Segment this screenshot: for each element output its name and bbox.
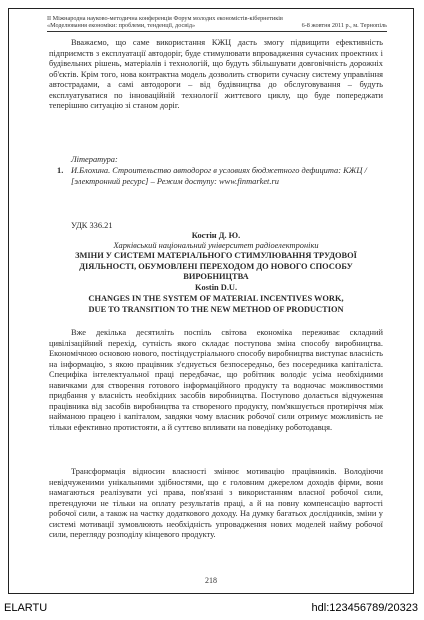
body-paragraph-1: Вже декілька десятиліть поспіль світова економіка переживає складний цивілізаційний перехід, сутність якого складає поступова зміна способу виробництва. Економічною основою нового, постіндустріального способу виробництва виступає власність на інформацію, з якою працівник з'єднується безпосередньо, без посередника капіталіста. Специфіка інтелектуальної праці передбачає, що робітник володіє усіма необхідними навичками для створення готового інформаційного продукту та водночас можливостями придбання у власність необхідних засобів виробництва. Поступово долається відчуження працівника від засобів виробництва та створеного продукту, пом'якшується протиріччя між найманою працею і капіталом, завдяки чому власник робочої сили отримує можливість не тільки ефективно протистояти, а й суттєво впливати на поведінку роботодавця. [49,328,383,432]
affiliation: Харківський національний університет радіоелектроніки [113,241,319,250]
footer-repository-label: ELARTU [4,602,48,614]
header-rule [47,31,387,32]
header-line-2-left: «Моделювання економіки: проблеми, тенденції, досвід» [47,22,196,30]
header-line-1: II Міжнародна науково-методична конференція Форум молодих економістів-кібернетиків [47,15,283,22]
header-line-2-right: 6-8 жовтня 2011 р., м. Тернопіль [301,22,387,30]
page-number: 218 [205,576,217,585]
literature-title: Література: [71,155,118,164]
intro-paragraph: Вважаємо, що саме використання КЖЦ дасть змогу підвищити ефективність підприємств з експлуатації автодоріг, буде стимулювати впровадження сучасних проектних і будівельних рішень, матеріалів і технологій, що будуть збільшувати довговічність дорожніх об'єктів. Крім того, нова контрактна модель дозволить створити сучасну систему управління автострадами, а самі автодороги – від будівництва до обслуговування – будуть експлуатуватися по інноваційній технології життєвого циклу, що буде попереджати теперішню ситуацію зі станом доріг. [49,38,383,110]
article-title-en-line-1: CHANGES IN THE SYSTEM OF MATERIAL INCENTIVES WORK, [88,294,344,303]
article-title-ua: ЗМІНИ У СИСТЕМІ МАТЕРІАЛЬНОГО СТИМУЛЮВАННЯ ТРУДОВОЇ ДІЯЛЬНОСТІ, ОБУМОВЛЕНІ ПЕРЕХОДОМ ДО НОВОГО СПОСОБУ ВИРОБНИЦТВА [75,251,357,281]
body-paragraph-2: Трансформація відносин власності змінює мотивацію працівників. Володіючи невідчуженими унікальними здібностями, що є головним джерелом доходів фірми, вони намагаються реалізувати усі права, пов'язані з використанням власної робочої сили, претендуючи не тільки на оплату результатів праці, а й на повну компенсацію вартості робочої сили, а також на частку додаткового доходу. На думку багатьох дослідників, зміни у системі мотивації зумовлюють необхідність упровадження нових моделей найму робочої сили, перегляду розподілу кінцевого продукту. [49,467,383,539]
body-section-2 [49,467,383,541]
intro-section [49,38,383,112]
author-en: Kostin D.U. [194,283,238,292]
body-section-1 [49,328,383,433]
footer-handle: hdl:123456789/20323 [311,602,418,614]
literature-entry: И.Блохина. Строительство автодорог в условиях бюджетного дефицита: КЖЦ / [электронний ресурс] – Режим доступу: www.finmarket.ru [71,166,367,186]
author-ua: Костін Д. Ю. [191,231,241,240]
article-title-en-line-2: DUE TO TRANSITION TO THE NEW METHOD OF PRODUCTION [88,305,344,314]
udk-code: УДК 336.21 [71,221,113,230]
document-page [8,8,414,594]
literature-number: 1. [57,166,64,175]
conference-header [47,15,387,30]
